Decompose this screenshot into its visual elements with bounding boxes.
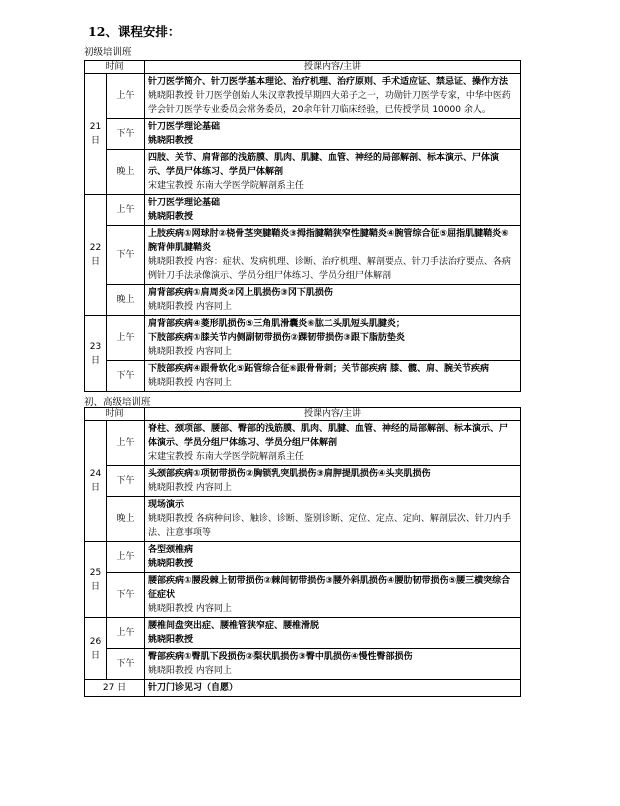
slot-cell: 下午 (107, 119, 145, 150)
schedule-table-advanced (84, 407, 521, 697)
slot-cell: 下午 (107, 361, 145, 392)
slot-cell: 晚上 (107, 285, 145, 316)
slot-cell: 下午 (107, 573, 145, 618)
day-cell: 22 日 (85, 195, 107, 316)
content-cell (145, 285, 521, 316)
course-topic: 上肢疾病①网球肘②桡骨茎突腱鞘炎③拇指腱鞘狭窄性腱鞘炎④腕管综合征⑤屈指肌腱鞘炎⑥腕背伸肌腱鞘炎 (148, 229, 509, 253)
course-topic: 下肢部疾病④跟骨软化⑤跖管综合征⑥跟骨骨刺；关节部疾病 膝、髋、肩、腕关节疾病 (148, 364, 490, 374)
lecturer-info: 姚晓阳教授 内容同上 (148, 302, 232, 312)
content-cell (145, 74, 521, 119)
course-topic: 臀部疾病①臀肌下段损伤②梨状肌损伤③臀中肌损伤④慢性臀部损伤 (148, 652, 413, 662)
content-cell (145, 466, 521, 497)
lecturer-info: 宋建宝教授 东南大学医学院解剖系主任 (148, 181, 304, 191)
lecturer-info: 姚晓阳教授 内容同上 (148, 483, 232, 493)
slot-cell: 上午 (107, 421, 145, 466)
day-cell: 23 日 (85, 316, 107, 392)
table-row (85, 74, 521, 119)
course-topic: 头颈部疾病①项韧带损伤②胸锁乳突肌损伤③肩胛提肌损伤④头夹肌损伤 (148, 469, 431, 479)
content-cell (145, 649, 521, 680)
header-time: 时间 (85, 61, 145, 74)
day-cell: 26 日 (85, 618, 107, 680)
day-cell: 25 日 (85, 542, 107, 618)
table-row (85, 649, 521, 680)
table-row (85, 195, 521, 226)
lecturer-info: 姚晓阳教授 内容：症状、发病机理、诊断、治疗机理、解剖要点、针刀手法治疗要点、各病例针刀手法录像演示、学员分组尸体练习、学员分组尸体解剖 (148, 257, 511, 281)
table-row (85, 150, 521, 195)
content-cell (145, 421, 521, 466)
lecturer-info: 姚晓阳教授 内容同上 (148, 666, 232, 676)
course-topic: 针刀医学简介、针刀医学基本理论、治疗机理、治疗原则、手术适应证、禁忌证、操作方法 (148, 77, 509, 87)
slot-cell: 下午 (107, 226, 145, 285)
table-row (85, 542, 521, 573)
slot-cell: 下午 (107, 649, 145, 680)
course-topic: 腰椎间盘突出症、腰椎管狭窄症、腰椎滑脱 (148, 621, 320, 631)
table-row (85, 285, 521, 316)
course-topic: 姚晓阳教授 (148, 559, 194, 569)
course-topic: 肩背部疾病④菱形肌损伤⑤三角肌滑囊炎⑥肱二头肌短头肌腱炎； (148, 319, 405, 329)
content-cell (145, 195, 521, 226)
section-label: 初级培训班 (84, 47, 132, 58)
content-cell (145, 497, 521, 542)
table-row (85, 573, 521, 618)
table-row (85, 316, 521, 361)
course-topic: 各型颈椎病 (148, 545, 194, 555)
schedule-table-basic (84, 60, 521, 392)
content-cell (145, 573, 521, 618)
lecturer-info: 宋建宝教授 东南大学医学院解剖系主任 (148, 452, 304, 462)
content-cell (145, 361, 521, 392)
lecturer-info: 姚晓阳教授 内容同上 (148, 347, 232, 357)
slot-cell: 上午 (107, 195, 145, 226)
table-row (85, 361, 521, 392)
course-topic: 脊柱、颈项部、腰部、臀部的浅筋膜、肌肉、肌腱、血管、神经的局部解剖、标本演示、尸体演示、学员分组尸体练习、学员分组尸体解剖 (148, 424, 509, 448)
course-topic: 姚晓阳教授 (148, 635, 194, 645)
day-cell: 21 日 (85, 74, 107, 195)
lecturer-info: 姚晓阳教授 针刀医学创始人朱汉章教授早期四大弟子之一，功勋针刀医学专家，中华中医药学会针刀医学专业委员会常务委员，20余年针刀临床经验，已传授学员 10000 余人。 (148, 91, 511, 115)
lecturer-info: 姚晓阳教授 各病种问诊、触诊、诊断、鉴别诊断、定位、定点、定向、解剖层次、针刀内手法、注意事项等 (148, 514, 511, 538)
content-cell (145, 150, 521, 195)
course-topic: 针刀门诊见习（自愿） (145, 680, 521, 697)
slot-cell: 上午 (107, 74, 145, 119)
table-row (85, 466, 521, 497)
header-content: 授课内容/主讲 (145, 61, 521, 74)
slot-cell: 晚上 (107, 150, 145, 195)
slot-cell: 晚上 (107, 497, 145, 542)
header-time: 时间 (85, 408, 145, 421)
course-topic: 姚晓阳教授 (148, 136, 194, 146)
table-row (85, 680, 521, 697)
course-topic: 姚晓阳教授 (148, 212, 194, 222)
slot-cell: 上午 (107, 542, 145, 573)
course-topic: 针刀医学理论基础 (148, 198, 221, 208)
slot-cell: 下午 (107, 466, 145, 497)
day-cell: 24 日 (85, 421, 107, 542)
lecturer-info: 姚晓阳教授 内容同上 (148, 378, 232, 388)
table-row (85, 119, 521, 150)
day-cell: 27 日 (85, 680, 145, 697)
header-content: 授课内容/主讲 (145, 408, 521, 421)
section-label: 初、高级培训班 (84, 397, 151, 408)
content-cell (145, 119, 521, 150)
course-topic: 现场演示 (148, 500, 185, 510)
lecturer-info: 姚晓阳教授 内容同上 (148, 604, 232, 614)
course-topic: 肩背部疾病①肩周炎②冈上肌损伤③冈下肌损伤 (148, 288, 333, 298)
content-cell (145, 542, 521, 573)
table-row (85, 618, 521, 649)
slot-cell: 上午 (107, 316, 145, 361)
content-cell (145, 316, 521, 361)
slot-cell: 上午 (107, 618, 145, 649)
course-topic: 针刀医学理论基础 (148, 122, 221, 132)
table-row (85, 421, 521, 466)
content-cell (145, 226, 521, 285)
table-header-row (85, 61, 521, 74)
course-topic: 四肢、关节、肩背部的浅筋膜、肌肉、肌腱、血管、神经的局部解剖、标本演示、尸体演示、学员尸体练习、学员尸体解剖 (148, 153, 500, 177)
course-topic: 腰部疾病①腰段棘上韧带损伤②棘间韧带损伤③腰外斜肌损伤④腰肋韧带损伤⑤腰三横突综合征症状 (148, 576, 511, 600)
table-row (85, 497, 521, 542)
course-topic: 下肢部疾病①膝关节内侧副韧带损伤②踝韧带损伤③跟下脂肪垫炎 (148, 333, 405, 343)
page-title: 12、课程安排： (88, 24, 181, 39)
table-row (85, 226, 521, 285)
table-header-row (85, 408, 521, 421)
content-cell (145, 618, 521, 649)
